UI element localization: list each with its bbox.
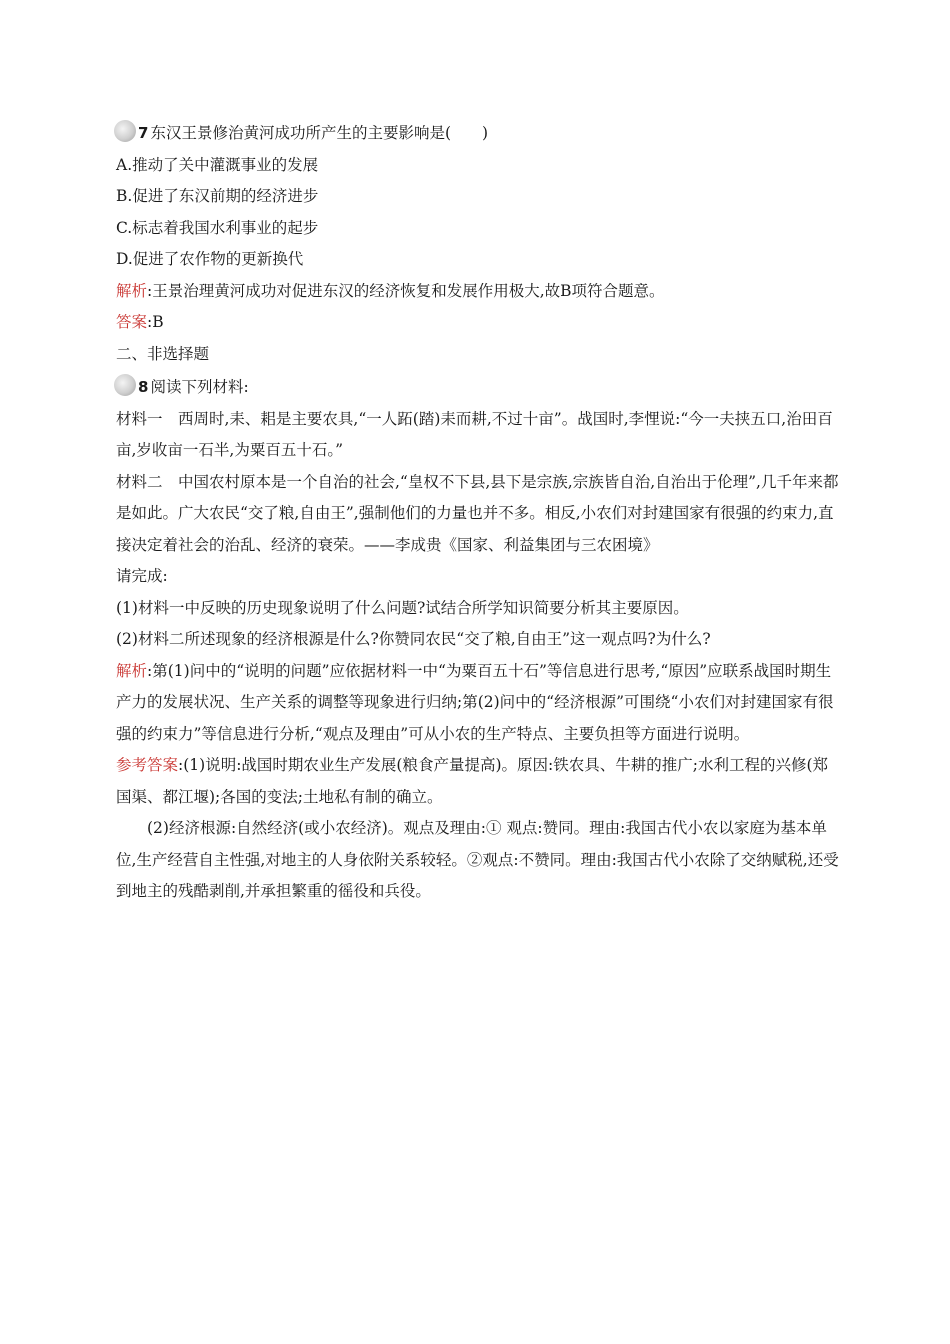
sub-question-2: (2)材料二所述现象的经济根源是什么?你赞同农民“交了粮,自由王”这一观点吗?为什么? [116, 630, 711, 648]
analysis-text: :第(1)问中的“说明的问题”应依据材料一中“为粟百五十石”等信息进行思考,“原因”应联系战国时期生产力的发展状况、生产关系的调整等现象进行归纳;第(2)问中的“经济根源”可围绕“小农们对封建国家有很强的约束力”等信息进行分析,“观点及理由”可从小农的生产特点、主要负担等方面进行说明。 [116, 661, 834, 743]
analysis-label: 解析 [116, 661, 148, 680]
material-1: 材料一 西周时,耒、耜是主要农具,“一人跖(踏)耒而耕,不过十亩”。战国时,李悝说:“今一夫挟五口,治田百亩,岁收亩一石半,为粟百五十石。” [116, 409, 833, 459]
section-title: 二、非选择题 [116, 344, 210, 363]
option-d: D.促进了农作物的更新换代 [116, 250, 304, 268]
answer-label: 答案 [116, 313, 148, 331]
question-7-stem [116, 118, 840, 150]
question-8-analysis [116, 656, 840, 751]
answer-label: 参考答案 [116, 756, 179, 774]
question-7-analysis [116, 276, 840, 308]
material-2: 材料二 中国农村原本是一个自治的社会,“皇权不下县,县下是宗族,宗族皆自治,自治出于伦理”,几千年来都是如此。广大农民“交了粮,自由王”,强制他们的力量也并不多。相反,小农们对封建国家有很强的约束力,直接决定着社会的治乱、经济的衰荣。——李成贵《国家、利益集团与三农困境》 [116, 472, 839, 554]
option-b: B.促进了东汉前期的经济进步 [116, 187, 319, 205]
question-text: 阅读下列材料: [150, 378, 249, 396]
analysis-text: :王景治理黄河成功对促进东汉的经济恢复和发展作用极大,故B项符合题意。 [147, 281, 665, 300]
question-badge-icon [114, 374, 136, 396]
answer-text: :(1)说明:战国时期农业生产发展(粮食产量提高)。原因:铁农具、牛耕的推广;水利工程的兴修(郑国渠、都江堰);各国的变法;土地私有制的确立。 [116, 756, 829, 806]
document-page [116, 118, 840, 908]
question-8-stem [116, 372, 840, 404]
sub-question-1: (1)材料一中反映的历史现象说明了什么问题?试结合所学知识简要分析其主要原因。 [116, 598, 689, 617]
question-number: 7 [138, 124, 149, 142]
question-8-answer-part-2: (2)经济根源:自然经济(或小农经济)。观点及理由:① 观点:赞同。理由:我国古代小农以家庭为基本单位,生产经营自主性强,对地主的人身依附关系较轻。②观点:不赞同。理由:我国古代小农除了交纳赋税,还受到地主的残酷剥削,并承担繁重的徭役和兵役。 [116, 819, 839, 900]
prompt-text: 请完成: [116, 567, 168, 585]
question-badge-icon [114, 120, 136, 142]
question-number: 8 [138, 378, 149, 396]
option-c: C.标志着我国水利事业的起步 [116, 218, 319, 237]
question-text: 东汉王景修治黄河成功所产生的主要影响是( ) [150, 124, 489, 142]
option-a: A.推动了关中灌溉事业的发展 [116, 155, 319, 174]
question-7-answer [116, 307, 840, 339]
question-8-answer-part-1 [116, 750, 840, 813]
analysis-label: 解析 [116, 281, 148, 300]
answer-text: :B [147, 313, 164, 331]
